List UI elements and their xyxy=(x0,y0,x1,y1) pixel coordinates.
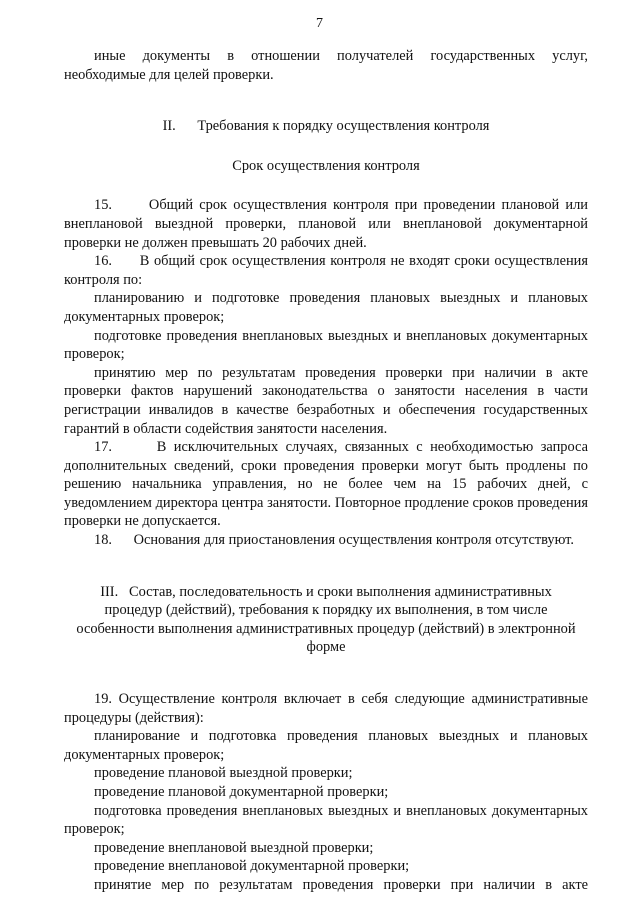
paragraph-16-item-3: принятию мер по результатам проведения проверки при наличии в акте проверки фактов нарушений законодательства о занятости населения в части регистрации инвалидов в качестве безработных и обеспечения государственных гарантий в области содействия занятости населения. xyxy=(64,364,588,437)
paragraph-19: 19. Осуществление контроля включает в себя следующие административные процедуры (действия): xyxy=(64,691,588,726)
paragraph-16-item-2: подготовке проведения внеплановых выездных и внеплановых документарных проверок; xyxy=(64,327,588,363)
paragraph-19-item-6: проведение внеплановой документарной проверки; xyxy=(94,858,410,875)
section-2-subtitle: Срок осуществления контроля xyxy=(232,157,420,174)
paragraph-19-item-7: принятие мер по результатам проведения проверки при наличии в акте xyxy=(94,876,588,893)
paragraph-16-item-1: планированию и подготовке проведения плановых выездных и плановых документарных проверок; xyxy=(64,290,588,325)
section-3-title-line-1: III. Состав, последовательность и сроки выполнения административных xyxy=(100,583,552,600)
paragraph-19-item-1: планирование и подготовка проведения плановых выездных и плановых документарных проверок; xyxy=(64,728,588,763)
paragraph-15: 15. Общий срок осуществления контроля при проведении плановой или внеплановой выездной проверки, плановой или внеплановой документарной проверки не должен превышать 20 рабочих дней. xyxy=(64,197,592,251)
paragraph-17: 17. В исключительных случаях, связанных с необходимостью запроса дополнительных сведений, сроки проведения проверки могут быть продлены по решению начальника управления, но не более чем на 15 рабочих дней, с уведомлением директора центра занятости. Повторное продление сроков проведения проверки не допускается. xyxy=(64,439,592,530)
paragraph-19-item-3: проведение плановой документарной проверки; xyxy=(94,784,389,800)
section-3-title-line-2: процедур (действий), требования к порядку их выполнения, в том числе xyxy=(104,602,548,619)
page-content xyxy=(64,47,592,895)
paragraph-18: 18. Основания для приостановления осуществления контроля отсутствуют. xyxy=(94,532,574,549)
paragraph-19-item-4: подготовка проведения внеплановых выездных и внеплановых документарных проверок; xyxy=(64,802,588,838)
intro-paragraph: иные документы в отношении получателей государственных услуг, необходимые для целей проверки. xyxy=(64,48,588,83)
paragraph-16: 16. В общий срок осуществления контроля не входят сроки осуществления контроля по: xyxy=(64,253,592,288)
section-2-title: II. Требования к порядку осуществления контроля xyxy=(162,118,490,135)
paragraph-19-item-2: проведение плановой выездной проверки; xyxy=(94,765,353,782)
page-number: 7 xyxy=(316,16,323,31)
section-3-title-line-4: форме xyxy=(306,639,346,656)
section-3-title-line-3: особенности выполнения административных процедур (действий) в электронной xyxy=(76,620,576,637)
paragraph-19-item-5: проведение внеплановой выездной проверки; xyxy=(94,839,374,856)
